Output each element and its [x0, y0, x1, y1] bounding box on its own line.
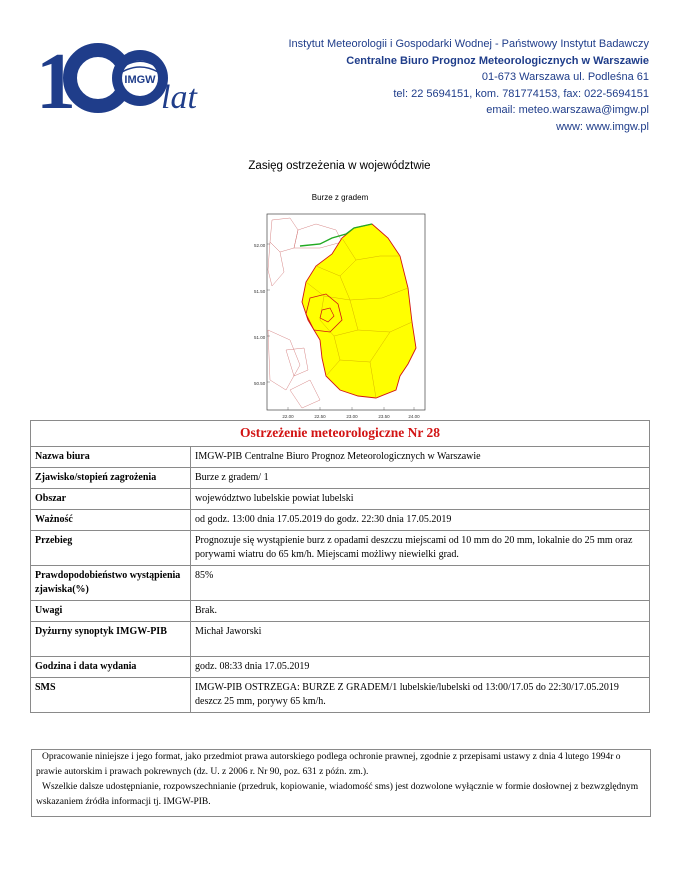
- institute-name: Instytut Meteorologii i Gospodarki Wodnej - Państwowy Instytut Badawczy: [288, 38, 649, 50]
- row-value: Brak.: [191, 601, 650, 622]
- row-label: Nazwa biura: [31, 447, 191, 468]
- row-label: Obszar: [31, 489, 191, 510]
- institute-email[interactable]: email: meteo.warszawa@imgw.pl: [486, 104, 649, 116]
- copyright-paragraph: Wszelkie dalsze udostępnianie, rozpowszechnianie (przedruk, kopiowanie, wiadomość sms) jest dozwolone wyłącznie w formie dosłownej z bezwzględnym wskazaniem źródła informacji tj. IMGW-PIB.: [36, 782, 639, 807]
- table-row: [31, 601, 650, 622]
- map-title: Burze z gradem: [311, 193, 369, 202]
- row-label: Godzina i data wydania: [31, 657, 191, 678]
- table-row: [31, 510, 650, 531]
- y-tick-label: 52.00: [254, 243, 266, 248]
- institute-website[interactable]: www: www.imgw.pl: [556, 120, 649, 133]
- copyright-paragraph: Opracowanie niniejsze i jego format, jako przedmiot prawa autorskiego podlega ochronie prawnej, zgodnie z przepisami ustawy z dnia 4 lutego 1994r o prawie autorskim i prawach pokrewnych (dz. U. z 2006 r. Nr 90, poz. 631 z późn. zm.).: [36, 752, 621, 777]
- row-value: Prognozuje się wystąpienie burz z opadami deszczu miejscami od 10 mm do 20 mm, lokalnie do 25 mm oraz porywami wiatru do 65 km/h. Miejscami możliwy niewielki grad.: [191, 531, 650, 566]
- table-row: [31, 566, 650, 601]
- row-label: Zjawisko/stopień zagrożenia: [31, 468, 191, 489]
- y-tick-label: 50.50: [254, 381, 266, 386]
- x-tick-label: 22.00: [282, 414, 294, 419]
- table-row: [31, 489, 650, 510]
- table-row: [31, 468, 650, 489]
- row-label: Uwagi: [31, 601, 191, 622]
- table-row: [31, 622, 650, 657]
- y-tick-label: 51.00: [254, 335, 266, 340]
- institute-details: [229, 36, 649, 135]
- table-row: [31, 531, 650, 566]
- institute-phone[interactable]: tel: 22 5694151, kom. 781774153, fax: 022-5694151: [393, 87, 649, 100]
- svg-text:1: 1: [36, 38, 76, 116]
- row-value: 85%: [191, 566, 650, 601]
- row-label: Przebieg: [31, 531, 191, 566]
- row-value: IMGW-PIB OSTRZEGA: BURZE Z GRADEM/1 lubelskie/lubelski od 13:00/17.05 do 22:30/17.05.2019 deszcz 25 mm, porywy 65 km/h.: [191, 678, 650, 713]
- row-label: SMS: [31, 678, 191, 713]
- row-label: Prawdopodobieństwo wystąpienia zjawiska(%): [31, 566, 191, 601]
- table-row: [31, 657, 650, 678]
- imgw-100-logo: [36, 38, 206, 116]
- row-value: IMGW-PIB Centralne Biuro Prognoz Meteorologicznych w Warszawie: [191, 447, 650, 468]
- copyright-notice: [31, 749, 651, 817]
- office-name: Centralne Biuro Prognoz Meteorologicznych w Warszawie: [346, 54, 649, 67]
- x-tick-label: 23.50: [378, 414, 390, 419]
- row-value: godz. 08:33 dnia 17.05.2019: [191, 657, 650, 678]
- warning-table: [30, 420, 650, 713]
- row-label: Dyżurny synoptyk IMGW-PIB: [31, 622, 191, 657]
- row-value: od godz. 13:00 dnia 17.05.2019 do godz. 22:30 dnia 17.05.2019: [191, 510, 650, 531]
- x-tick-label: 24.00: [408, 414, 420, 419]
- logo-script-text: lat: [161, 79, 197, 116]
- table-row: [31, 678, 650, 713]
- x-tick-label: 23.00: [346, 414, 358, 419]
- row-value: województwo lubelskie powiat lubelski: [191, 489, 650, 510]
- logo-badge-text: IMGW: [124, 74, 156, 86]
- warning-title: Ostrzeżenie meteorologiczne Nr 28: [31, 421, 650, 447]
- row-value: Burze z gradem/ 1: [191, 468, 650, 489]
- warning-map: [250, 190, 430, 422]
- row-label: Ważność: [31, 510, 191, 531]
- row-value: Michał Jaworski: [191, 622, 650, 657]
- table-row: [31, 447, 650, 468]
- x-tick-label: 22.50: [314, 414, 326, 419]
- institute-address: 01-673 Warszawa ul. Podleśna 61: [481, 71, 649, 83]
- range-title: Zasięg ostrzeżenia w województwie: [248, 160, 431, 172]
- y-tick-label: 51.50: [254, 289, 266, 294]
